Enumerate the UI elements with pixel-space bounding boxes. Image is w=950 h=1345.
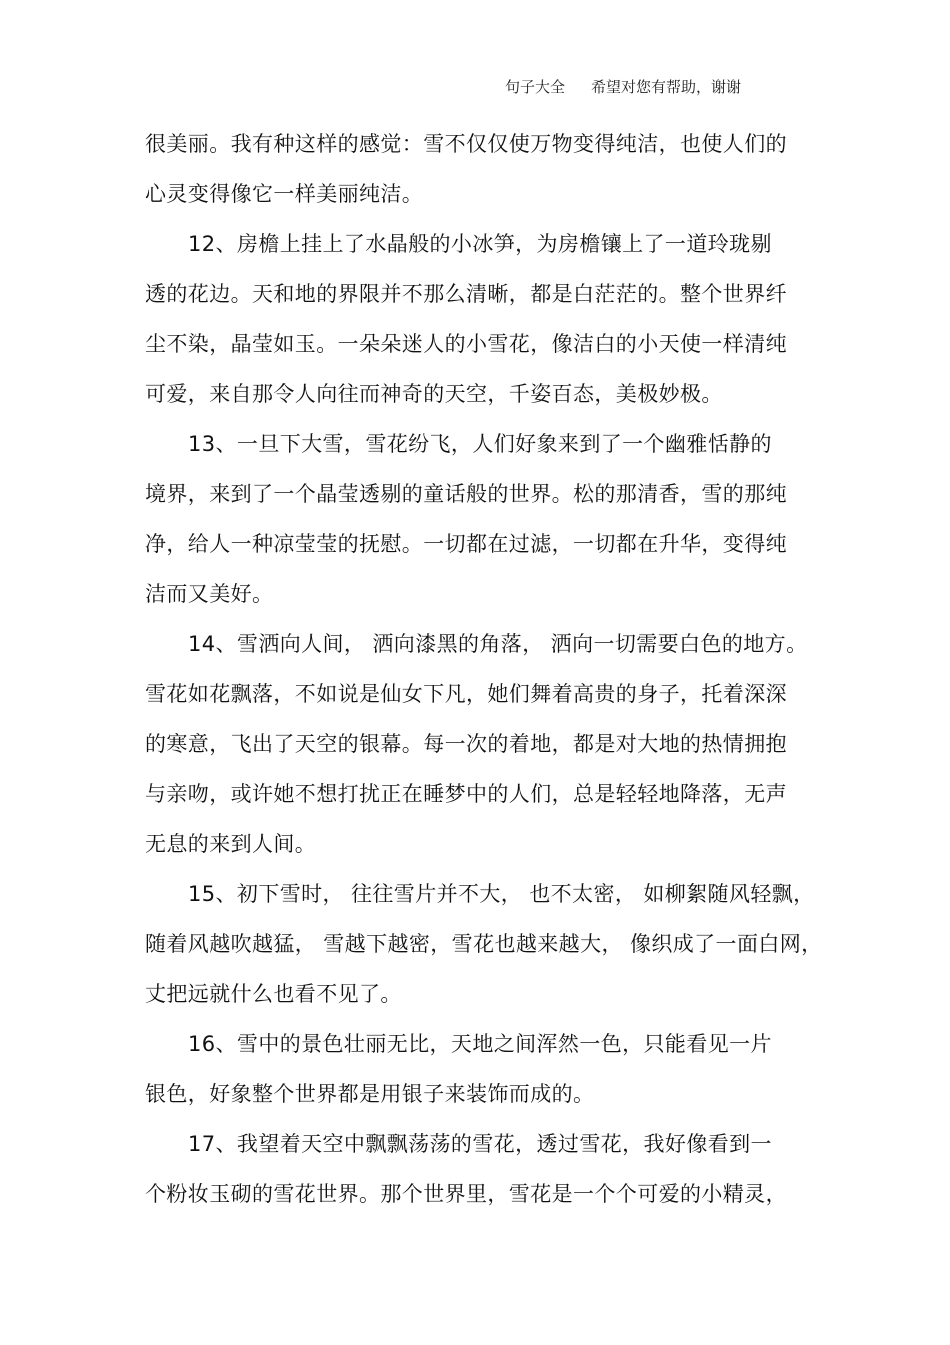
paragraph-start-16: 16、雪中的景色壮丽无比，天地之间浑然一色，只能看见一片: [188, 1032, 772, 1056]
text-line: 很美丽。我有种这样的感觉：雪不仅仅使万物变得纯洁，也使人们的: [145, 132, 787, 156]
text-line: 洁而又美好。: [145, 582, 274, 606]
text-line: 净，给人一种凉莹莹的抚慰。一切都在过滤，一切都在升华，变得纯: [145, 532, 787, 556]
text-line: 尘不染，晶莹如玉。一朵朵迷人的小雪花，像洁白的小天使一样清纯: [145, 332, 787, 356]
paragraph-start-13: 13、一旦下大雪，雪花纷飞，人们好象来到了一个幽雅恬静的: [188, 432, 772, 456]
text-line: 境界，来到了一个晶莹透剔的童话般的世界。松的那清香，雪的那纯: [145, 482, 787, 506]
paragraph-start-15: 15、初下雪时， 往往雪片并不大， 也不太密， 如柳絮随风轻飘，: [188, 882, 815, 906]
text-line: 银色，好象整个世界都是用银子来装饰而成的。: [145, 1082, 595, 1106]
text-line: 个粉妆玉砌的雪花世界。那个世界里，雪花是一个个可爱的小精灵，: [145, 1182, 787, 1206]
text-line: 透的花边。天和地的界限并不那么清晰，都是白茫茫的。整个世界纤: [145, 282, 787, 306]
header-site-name: 句子大全: [505, 78, 566, 96]
text-line: 随着风越吹越猛， 雪越下越密，雪花也越来越大， 像织成了一面白网，: [145, 932, 823, 956]
paragraph-start-14: 14、雪洒向人间， 洒向漆黑的角落， 洒向一切需要白色的地方。: [188, 632, 808, 656]
text-line: 丈把远就什么也看不见了。: [145, 982, 402, 1006]
header-note: 希望对您有帮助，谢谢: [591, 78, 742, 96]
page-header: [505, 76, 741, 97]
text-line: 可爱，来自那令人向往而神奇的天空，千姿百态，美极妙极。: [145, 382, 723, 406]
paragraph-start-17: 17、我望着天空中飘飘荡荡的雪花，透过雪花，我好像看到一: [188, 1132, 772, 1156]
text-line: 心灵变得像它一样美丽纯洁。: [145, 182, 424, 206]
text-line: 无息的来到人间。: [145, 832, 317, 856]
paragraph-start-12: 12、房檐上挂上了水晶般的小冰笋，为房檐镶上了一道玲珑剔: [188, 232, 772, 256]
text-line: 的寒意，飞出了天空的银幕。每一次的着地，都是对大地的热情拥抱: [145, 732, 787, 756]
text-line: 雪花如花飘落，不如说是仙女下凡，她们舞着高贵的身子，托着深深: [145, 682, 787, 706]
text-line: 与亲吻，或许她不想打扰正在睡梦中的人们，总是轻轻地降落，无声: [145, 782, 787, 806]
